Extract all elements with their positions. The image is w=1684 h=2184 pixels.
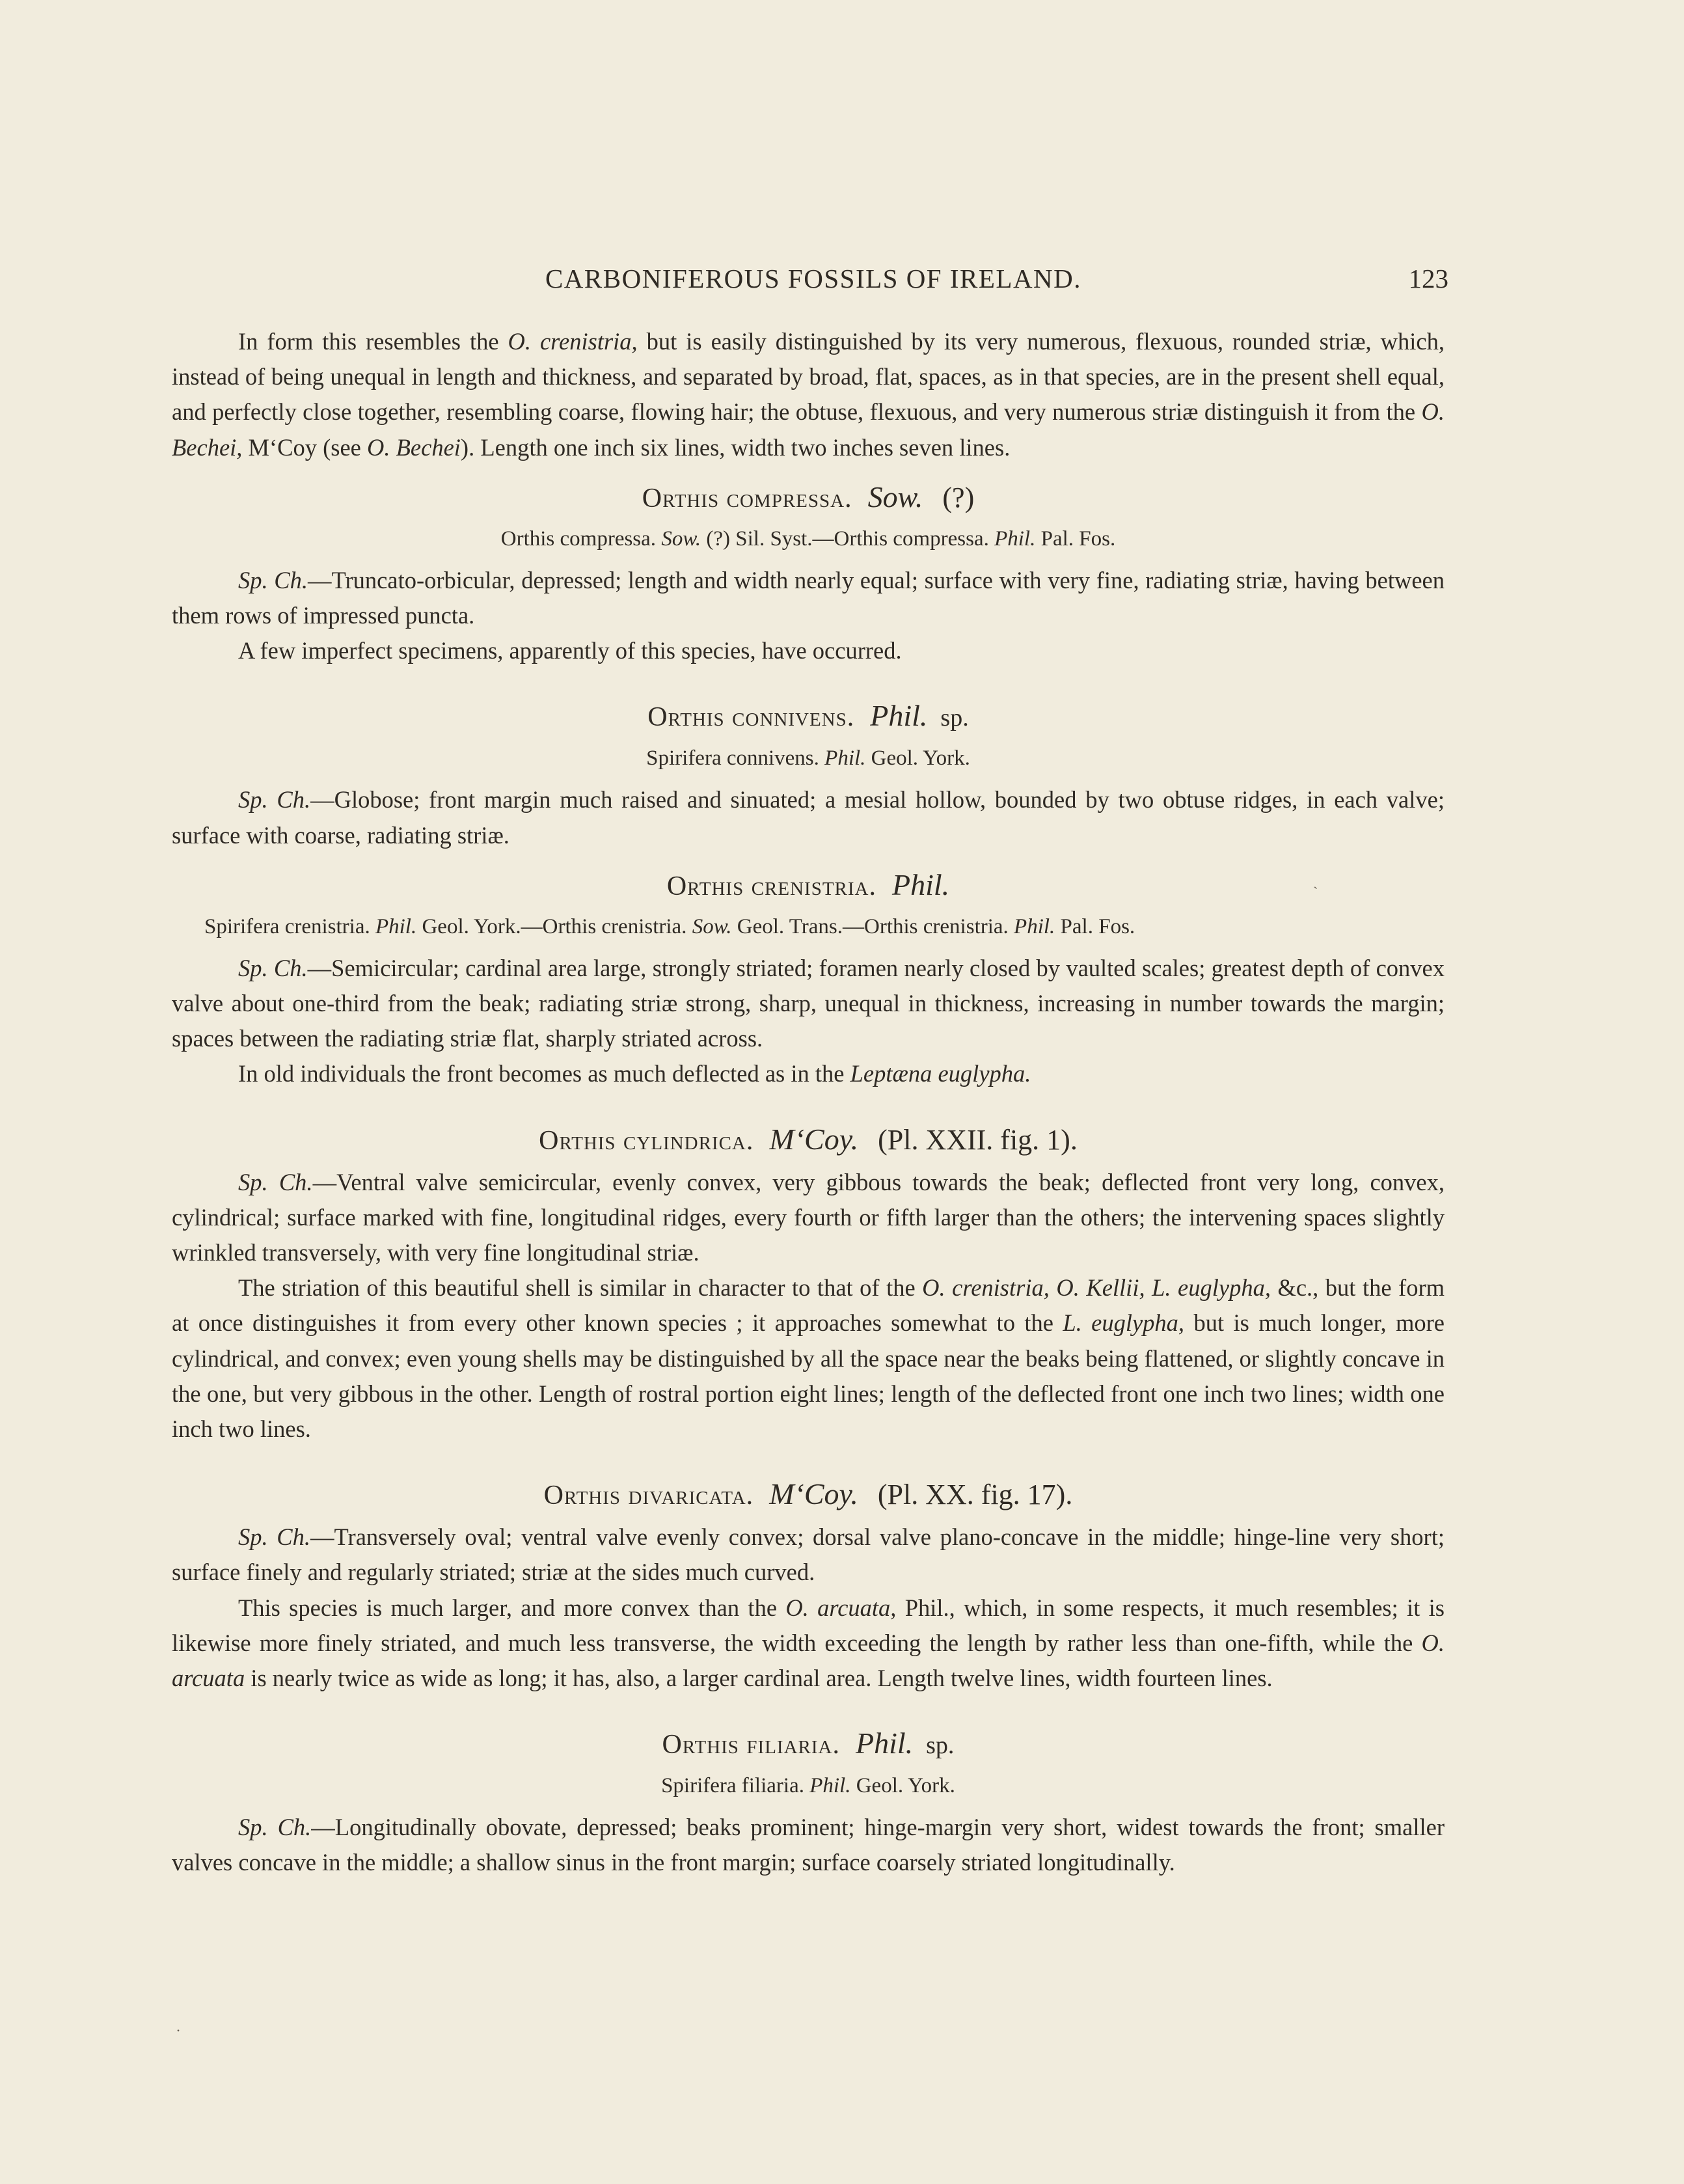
remark-divaricata: This species is much larger, and more convex than the O. arcuata, Phil., which, in some respects, it much resembles; it is likewise more finely striated, and much less transverse, the width exceeding the length by rather less than one-fifth, while the O. arcuata is nearly twice as wide as long; it has, also, a larger cardinal area. Length twelve lines, width fourteen lines.	[172, 1594, 1445, 1692]
stray-mark: ˋ	[1313, 884, 1318, 900]
intro-paragraph: In form this resembles the O. crenistria, but is easily distinguished by its very numerous, flexuous, rounded striæ, which, instead of being unequal in length and thickness, and separated by broad, flat, spaces, as in that species, are in the present shell equal, and perfectly close together, resembling coarse, flowing hair; the obtuse, flexuous, and very numerous striæ distinguish it from the O. Bechei, M‘Coy (see O. Bechei). Length one inch six lines, width two inches seven lines.	[172, 328, 1445, 461]
description-compressa: Sp. Ch.—Truncato-orbicular, depressed; length and width nearly equal; surface with very fine, radiating striæ, having between them rows of impressed puncta.	[172, 566, 1445, 629]
description-crenistria: Sp. Ch.—Semicircular; cardinal area large, strongly striated; foramen nearly closed by vaulted scales; greatest depth of convex valve about one-third from the beak; radiating striæ strong, sharp, unequal in thickness, increasing in number towards the margin; spaces between the radiating striæ flat, sharply striated across.	[172, 954, 1445, 1052]
description-connivens: Sp. Ch.—Globose; front margin much raised and sinuated; a mesial hollow, bounded by two obtuse ridges, in each valve; surface with coarse, radiating striæ.	[172, 786, 1445, 849]
description-filiaria: Sp. Ch.—Longitudinally obovate, depressed; beaks prominent; hinge-margin very short, widest towards the front; smaller valves concave in the middle; a shallow sinus in the front margin; surface coarsely striated longitudinally.	[172, 1814, 1445, 1876]
species-heading-cylindrica: Orthis cylindrica. M‘Coy. (Pl. XXII. fig. 1).	[539, 1122, 1078, 1156]
synonymy-compressa: Orthis compressa. Sow. (?) Sil. Syst.—Orthis compressa. Phil. Pal. Fos.	[500, 526, 1116, 551]
synonymy-crenistria: Spirifera crenistria. Phil. Geol. York.—Orthis crenistria. Sow. Geol. Trans.—Orthis crenistria. Phil. Pal. Fos.	[204, 914, 1135, 938]
remark-crenistria: In old individuals the front becomes as much deflected as in the Leptæna euglypha.	[238, 1060, 1031, 1087]
description-cylindrica: Sp. Ch.—Ventral valve semicircular, evenly convex, very gibbous towards the beak; deflected front very long, convex, cylindrical; surface marked with fine, longitudinal ridges, every fourth or fifth larger than the others; the intervening spaces slightly wrinkled transversely, with very fine longitudinal striæ.	[172, 1168, 1445, 1266]
synonymy-connivens: Spirifera connivens. Phil. Geol. York.	[646, 746, 970, 771]
remark-compressa: A few imperfect specimens, apparently of this species, have occurred.	[238, 637, 902, 664]
description-divaricata: Sp. Ch.—Transversely oval; ventral valve evenly convex; dorsal valve plano-concave in the middle; hinge-line very short; surface finely and regularly striated; striæ at the sides much curved.	[172, 1523, 1445, 1586]
running-title: CARBONIFEROUS FOSSILS OF IRELAND.	[545, 264, 1082, 293]
page-header	[0, 263, 1684, 302]
species-heading-filiaria: Orthis filiaria. Phil. sp.	[662, 1727, 955, 1760]
page-body	[172, 324, 1445, 1881]
species-heading-crenistria: Orthis crenistria. Phil.	[666, 867, 950, 901]
stray-mark: ·	[176, 2023, 181, 2040]
species-heading-divaricata: Orthis divaricata. M‘Coy. (Pl. XX. fig. 17).	[543, 1477, 1073, 1511]
synonymy-filiaria: Spirifera filiaria. Phil. Geol. York.	[661, 1774, 955, 1798]
remark-cylindrica: The striation of this beautiful shell is similar in character to that of the O. crenistria, O. Kellii, L. euglypha, &c., but the form at once distinguishes it from every other known species ; it approaches somewhat to the L. euglypha, but is much longer, more cylindrical, and convex; even young shells may be distinguished by all the space near the beaks being flattened, or slightly concave in the one, but very gibbous in the other. Length of rostral portion eight lines; length of the deflected front one inch two lines; width one inch two lines.	[172, 1274, 1445, 1443]
page-number: 123	[1408, 264, 1448, 293]
species-heading-connivens: Orthis connivens. Phil. sp.	[647, 699, 969, 733]
species-heading-compressa: Orthis compressa. Sow. (?)	[642, 480, 975, 513]
